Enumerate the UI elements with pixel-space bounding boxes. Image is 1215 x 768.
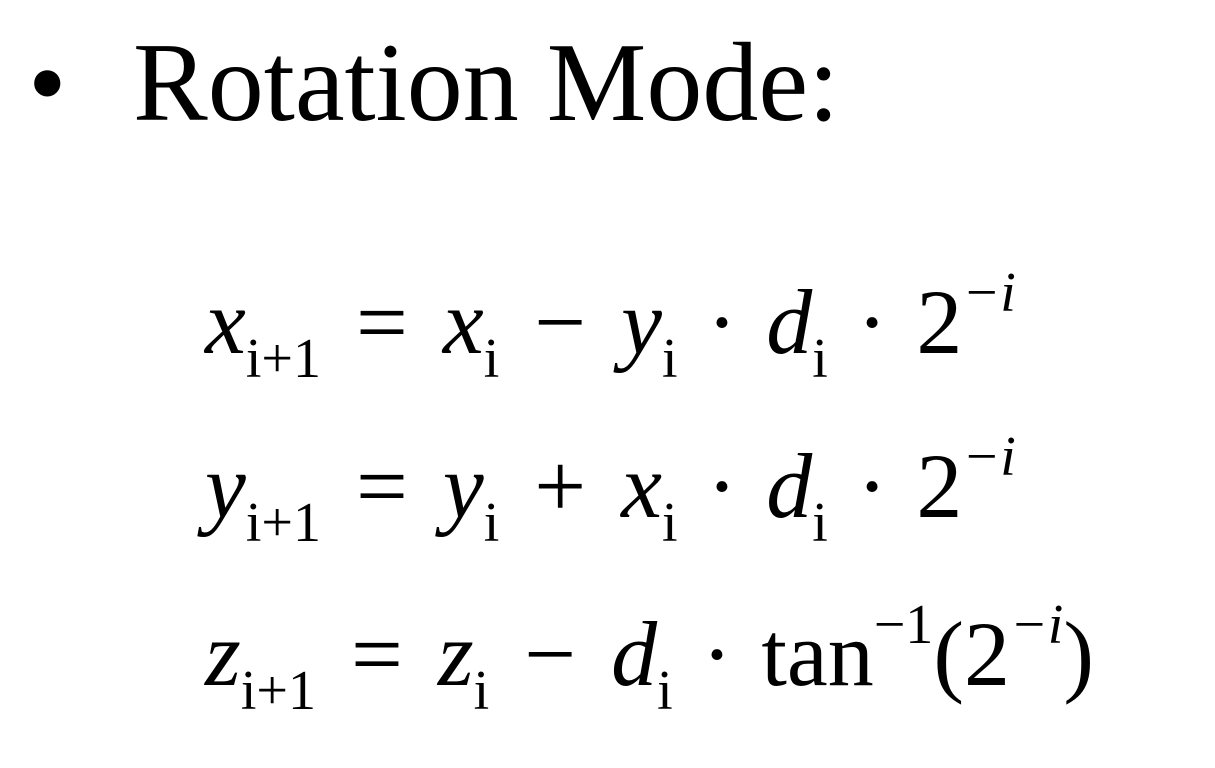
- term-sub: i: [812, 491, 828, 554]
- equals-sign: =: [350, 603, 403, 705]
- function-sup: −1: [873, 594, 934, 656]
- heading-text: Rotation Mode:: [133, 21, 840, 145]
- operator: ·: [856, 435, 888, 537]
- operator: ·: [856, 271, 888, 373]
- operator: −: [534, 271, 587, 373]
- lhs-var: x: [205, 271, 246, 373]
- bullet-icon: •: [28, 22, 67, 144]
- term-sub: i: [812, 327, 828, 390]
- term-var: x: [442, 271, 484, 373]
- bullet-heading: [28, 18, 839, 148]
- equals-sign: =: [355, 271, 408, 373]
- term-var: y: [621, 271, 663, 373]
- term-num: 2: [916, 435, 963, 537]
- term-var: y: [442, 435, 484, 537]
- term-var: d: [766, 271, 813, 373]
- term-sub: i: [662, 327, 678, 390]
- paren-open: (: [933, 603, 964, 705]
- lhs-var: y: [205, 435, 246, 537]
- equation-x-update: [205, 262, 1016, 390]
- term-num: 2: [916, 271, 963, 373]
- term-sub: i: [483, 491, 500, 554]
- equation-y-update: [205, 426, 1016, 554]
- term-sub: i: [657, 659, 673, 722]
- paren-close: ): [1063, 603, 1094, 705]
- term-sub: i: [473, 659, 490, 722]
- term-var: d: [766, 435, 813, 537]
- term-sub: i: [483, 327, 500, 390]
- lhs-sub: i+1: [240, 659, 316, 722]
- function-name: tan: [761, 603, 874, 705]
- term-var: x: [621, 435, 663, 537]
- term-sup: −i: [962, 262, 1016, 324]
- operator: ·: [706, 435, 738, 537]
- term-var: d: [611, 603, 658, 705]
- equals-sign: =: [355, 435, 408, 537]
- operator: +: [534, 435, 587, 537]
- operator: ·: [701, 603, 733, 705]
- lhs-sub: i+1: [245, 491, 321, 554]
- term-sup: −i: [962, 426, 1016, 488]
- term-var: z: [437, 603, 474, 705]
- term-num: 2: [963, 603, 1010, 705]
- operator: −: [524, 603, 577, 705]
- operator: ·: [706, 271, 738, 373]
- equation-z-update: [205, 594, 1094, 722]
- lhs-sub: i+1: [245, 327, 321, 390]
- term-sup: −i: [1009, 594, 1064, 656]
- lhs-var: z: [205, 603, 241, 705]
- term-sub: i: [662, 491, 678, 554]
